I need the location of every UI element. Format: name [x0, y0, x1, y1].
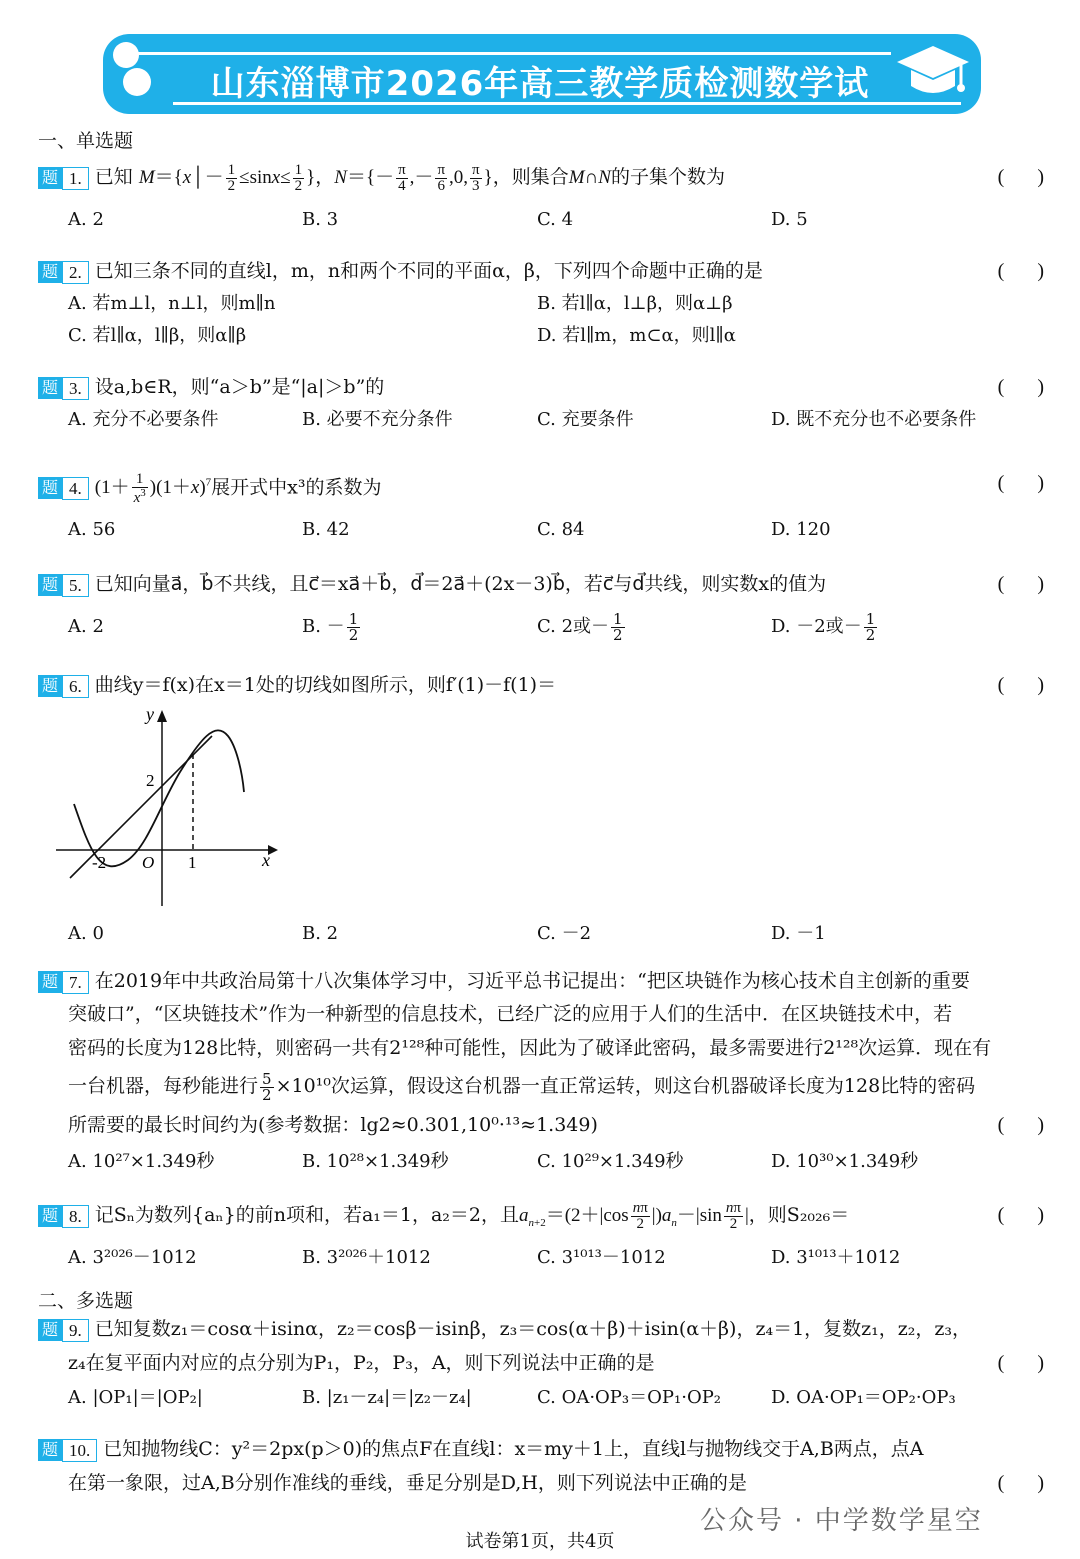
option-c: C. 84 — [537, 519, 585, 540]
option-d: D. 5 — [771, 209, 808, 230]
question-text: 已知 — [94, 166, 133, 188]
question-number: 3. — [62, 377, 89, 400]
title-banner — [103, 34, 981, 153]
curve-f — [74, 730, 244, 866]
option-d: D. 3¹⁰¹³＋1012 — [771, 1247, 901, 1268]
banner-line-top — [133, 52, 891, 55]
question-text: 在2019年中共政治局第十八次集体学习中，习近平总书记提出：“把区块链作为核心技术自主创新的重要 — [94, 970, 970, 992]
option-a: A. |OP₁|＝|OP₂| — [68, 1387, 203, 1408]
question-number: 10. — [62, 1439, 97, 1462]
option-d: D. OA·OP₁＝OP₂·OP₃ — [771, 1387, 956, 1408]
option-c: C. －2 — [537, 923, 592, 944]
option-b: B. 2 — [302, 923, 339, 944]
answer-paren: ( ) — [997, 1472, 1044, 1494]
question-text: 已知抛物线C：y²＝2px(p＞0)的焦点F在直线l：x＝my＋1上，直线l与抛物线交于A,B两点，点A — [103, 1438, 924, 1460]
tick-label-2: 2 — [146, 771, 155, 790]
option-d: D. －1 — [771, 923, 826, 944]
question-text: z₄在复平面内对应的点分别为P₁，P₂，P₃，A，则下列说法中正确的是 — [68, 1352, 655, 1374]
question-text: 已知复数z₁＝cosα＋isinα，z₂＝cosβ－isinβ，z₃＝cos(α＋β)＋isin(α＋β)，z₄＝1，复数z₁，z₂，z₃， — [94, 1318, 972, 1340]
question-tag: 题 — [38, 971, 62, 993]
question-text: ，则集合 — [492, 166, 569, 188]
question-text: 已知向量a⃗，b⃗不共线，且c⃗＝xa⃗＋b⃗，d⃗＝2a⃗＋(2x－3)b⃗，若c⃗与d⃗共线，则实数x的值为 — [94, 573, 827, 595]
option-a: A. 3²⁰²⁶－1012 — [68, 1247, 197, 1268]
option-a: A. 若m⊥l，n⊥l，则m∥n — [68, 293, 276, 314]
option-b: B. 42 — [302, 519, 350, 540]
question-6 — [38, 668, 1048, 702]
question-7 — [38, 964, 1048, 1178]
answer-paren: ( ) — [997, 674, 1044, 696]
tangent-line-graph — [50, 700, 290, 910]
option-a: A. 充分不必要条件 — [68, 409, 219, 430]
question-text: 设a,b∈R，则“a＞b”是“|a|＞b”的 — [94, 376, 385, 398]
math-expression: $a_{n+2}=(2+|\cos$ $\frac{n\pi}{2}$ $|)a_n-|\sin$ $\frac{n\pi}{2}$ | — [519, 1200, 749, 1233]
question-number: 9. — [62, 1319, 89, 1342]
option-b: B. 3 — [302, 209, 339, 230]
option-c: C. 充要条件 — [537, 409, 634, 430]
option-b: B. |z₁－z₄|＝|z₂－z₄| — [302, 1387, 472, 1408]
option-a: A. 0 — [68, 923, 104, 944]
question-text: 所需要的最长时间约为(参考数据：lg2≈0.301,10⁰·¹³≈1.349) — [68, 1114, 598, 1136]
answer-paren: ( ) — [997, 260, 1044, 282]
question-number: 7. — [62, 971, 89, 994]
y-axis-arrow-icon — [157, 710, 167, 722]
question-1: 题 1. 已知 M＝{x│－ $\frac{1}{2}$ ≤sinx≤ $\frac{1}{2}$ }，N＝{－ $\frac{\pi}{4}$ ,－ $\frac{\pi}{6}$ ,0, $\frac{\pi}{3}$ }，则集合M∩N的子集个数为 ( ) A. 2 B. 3 C. 4 D. 5 — [38, 160, 1048, 236]
option-c: C. 3¹⁰¹³－1012 — [537, 1247, 666, 1268]
option-c: C. 若l∥α，l∥β，则α∥β — [68, 325, 247, 346]
question-number: 6. — [62, 675, 89, 698]
question-tag: 题 — [38, 1205, 62, 1227]
option-c: C. 10²⁹×1.349秒 — [537, 1151, 684, 1172]
question-6-options — [38, 918, 1048, 950]
question-text: 突破口”，“区块链技术”作为一种新型的信息技术，已经广泛的应用于人们的生活中．在区块链技术中，若 — [68, 1003, 953, 1025]
question-number: 4. — [62, 477, 89, 500]
question-3 — [38, 370, 1048, 436]
question-text: 展开式中x³的系数为 — [211, 476, 382, 499]
option-c: C. 4 — [537, 209, 574, 230]
option-c: C. OA·OP₃＝OP₁·OP₂ — [537, 1387, 722, 1408]
option-b: B. － $\frac{1}{2}$ — [302, 609, 359, 644]
section-heading-single: 一、单选题 — [38, 130, 134, 152]
y-axis-label: y — [146, 704, 154, 724]
question-text: 记Sₙ为数列{aₙ}的前n项和，若a₁＝1，a₂＝2，且 — [94, 1204, 520, 1226]
option-c: C. 2或－ $\frac{1}{2}$ — [537, 609, 623, 644]
answer-paren: ( ) — [997, 166, 1044, 188]
question-text: 的子集个数为 — [610, 166, 725, 188]
question-2 — [38, 254, 1048, 352]
page-title: 山东淄博市2026年高三教学质检测数学试卷 — [210, 64, 870, 153]
option-d: D. 既不充分也不必要条件 — [771, 409, 977, 430]
question-9 — [38, 1312, 1048, 1414]
option-d: D. 若l∥m，m⊂α，则l∥α — [537, 325, 736, 346]
question-tag: 题 — [38, 377, 62, 399]
option-d: D. 10³⁰×1.349秒 — [771, 1151, 919, 1172]
question-number: 2. — [62, 261, 89, 284]
option-a: A. 2 — [68, 209, 104, 230]
option-a: A. 2 — [68, 616, 104, 637]
question-tag: 题 — [38, 675, 62, 697]
question-tag: 题 — [38, 574, 62, 596]
question-tag: 题 — [38, 167, 62, 189]
option-d: D. 120 — [771, 519, 831, 540]
answer-paren: ( ) — [997, 1352, 1044, 1374]
question-text: 密码的长度为128比特，则密码一共有2¹²⁸种可能性，因此为了破译此密码，最多需要进行2¹²⁸次运算．现在有 — [68, 1037, 992, 1059]
option-b: B. 3²⁰²⁶＋1012 — [302, 1247, 431, 1268]
question-text: 在第一象限，过A,B分别作准线的垂线，垂足分别是D,H，则下列说法中正确的是 — [68, 1472, 747, 1494]
x-axis-label: x — [262, 850, 270, 870]
question-10 — [38, 1432, 1048, 1500]
banner-dot-icon — [113, 42, 139, 68]
answer-paren: ( ) — [997, 1114, 1044, 1136]
answer-paren: ( ) — [997, 573, 1044, 595]
question-text: ，则S₂₀₂₆＝ — [748, 1204, 850, 1226]
option-b: B. 若l∥α，l⊥β，则α⊥β — [537, 293, 733, 314]
question-tag: 题 — [38, 1439, 62, 1461]
math-expression: M＝{x│－ $\frac{1}{2}$ ≤sinx≤ $\frac{1}{2}$ }，N＝{－ $\frac{\pi}{4}$ ,－ $\frac{\pi}{6}$ ,0, $\frac{\pi}{3}$ } — [138, 162, 493, 195]
option-b: B. 10²⁸×1.349秒 — [302, 1151, 449, 1172]
option-d: D. －2或－ $\frac{1}{2}$ — [771, 609, 876, 644]
question-text: 曲线y＝f(x)在x＝1处的切线如图所示，则f′(1)－f(1)＝ — [94, 674, 557, 696]
tick-label-neg2: -2 — [92, 853, 107, 872]
option-b: B. 必要不充分条件 — [302, 409, 453, 430]
watermark: 公众号 · 中学数学星空 — [700, 1506, 983, 1536]
origin-label: O — [142, 853, 155, 872]
graduation-cap-icon — [895, 42, 971, 104]
tick-label-1: 1 — [188, 853, 197, 872]
question-tag: 题 — [38, 477, 62, 499]
question-4 — [38, 466, 1048, 546]
question-text-line4: 一台机器，每秒能进行 $\frac{5}{2}$ ×10¹⁰次运算，假设这台机器一直正常运转，则这台机器破译长度为128比特的密码 — [68, 1069, 976, 1104]
answer-paren: ( ) — [997, 472, 1044, 494]
question-tag: 题 — [38, 1319, 62, 1341]
section-heading-multi: 二、多选题 — [38, 1290, 134, 1312]
question-text: 已知三条不同的直线l，m，n和两个不同的平面α，β，下列四个命题中正确的是 — [94, 260, 763, 282]
option-a: A. 10²⁷×1.349秒 — [68, 1151, 215, 1172]
banner-dot-icon — [123, 68, 151, 96]
page-footer: 试卷第1页，共4页 — [465, 1531, 615, 1552]
option-a: A. 56 — [68, 519, 116, 540]
question-8 — [38, 1198, 1048, 1274]
question-number: 5. — [62, 574, 89, 597]
question-tag: 题 — [38, 261, 62, 283]
question-number: 8. — [62, 1205, 89, 1228]
answer-paren: ( ) — [997, 376, 1044, 398]
question-5 — [38, 567, 1048, 643]
question-number: 1. — [62, 167, 89, 190]
answer-paren: ( ) — [997, 1204, 1044, 1226]
math-expression: (1＋ $\frac{1}{x^3}$ )$(1+x)^7$ — [94, 470, 212, 506]
